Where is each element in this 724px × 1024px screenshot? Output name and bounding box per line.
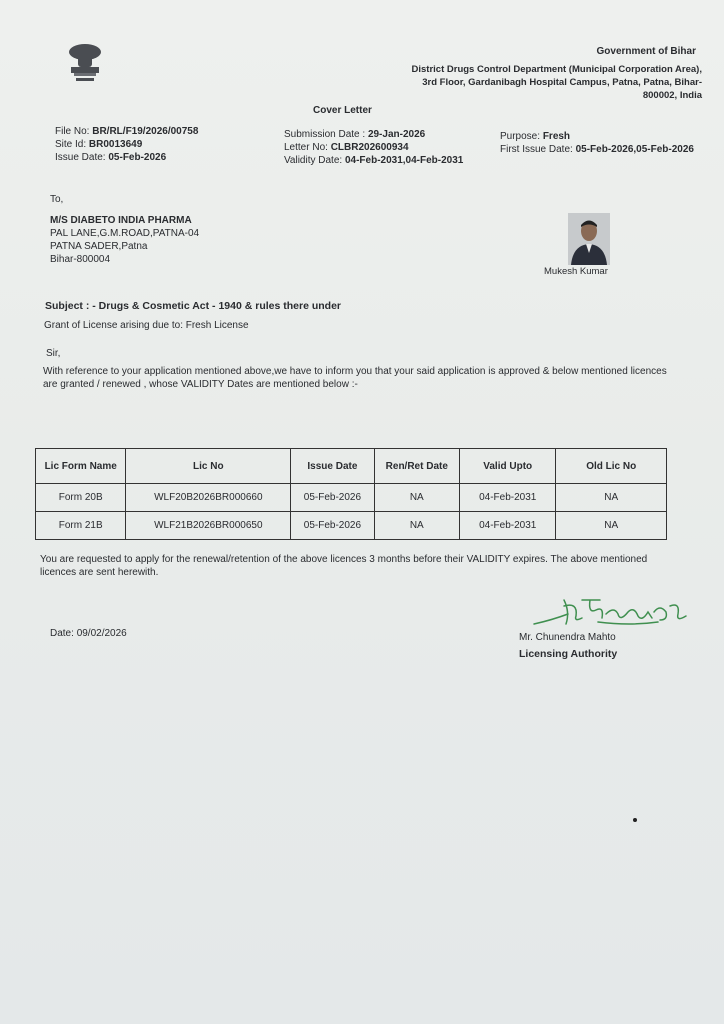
license-table — [35, 448, 667, 540]
table-cell: 05-Feb-2026 — [291, 484, 374, 512]
table-cell: Form 20B — [36, 484, 126, 512]
first-issue-label: First Issue Date: — [500, 144, 573, 155]
table-cell: WLF21B2026BR000650 — [126, 512, 291, 540]
government-name: Government of Bihar — [596, 46, 696, 57]
address-line: Bihar-800004 — [50, 254, 111, 265]
purpose-value: Fresh — [542, 131, 571, 142]
grant-line: Grant of License arising due to: Fresh License — [44, 320, 249, 331]
department-address: District Drugs Control Department (Municipal Corporation Area), 3rd Floor, Gardanibagh Hospital Campus, Patna, Patna, Bihar-800002, India — [411, 64, 702, 101]
document-title: Cover Letter — [313, 105, 372, 116]
issue-label: Issue Date: — [55, 152, 106, 163]
state-emblem-icon — [63, 40, 107, 86]
to-label: To, — [50, 194, 64, 205]
submission-date: 29-Jan-2026 — [367, 129, 426, 140]
table-cell: NA — [374, 512, 459, 540]
table-cell: NA — [556, 484, 667, 512]
table-cell: WLF20B2026BR000660 — [126, 484, 291, 512]
file-label: File No: — [55, 126, 90, 137]
table-cell: 05-Feb-2026 — [291, 512, 374, 540]
table-cell: Form 21B — [36, 512, 126, 540]
date-value: 09/02/2026 — [76, 628, 127, 639]
table-header-row — [36, 449, 667, 484]
table-row — [36, 512, 667, 540]
signatory-name: Mr. Chunendra Mahto — [519, 632, 616, 643]
column-header: Issue Date — [291, 449, 374, 484]
validity-date: 04-Feb-2031,04-Feb-2031 — [344, 155, 464, 166]
letter-label: Letter No: — [284, 142, 328, 153]
body-paragraph: With reference to your application mentioned above,we have to inform you that your said application is approved & below mentioned licences are granted / renewed , whose VALIDITY Dates are mentioned below :- — [43, 366, 667, 390]
recipient-address — [50, 214, 199, 266]
purpose-label: Purpose: — [500, 131, 541, 142]
table-row — [36, 484, 667, 512]
handwritten-signature — [530, 592, 695, 634]
table-cell: 04-Feb-2031 — [459, 512, 555, 540]
column-header: Old Lic No — [556, 449, 667, 484]
table-cell: NA — [374, 484, 459, 512]
first-issue-date: 05-Feb-2026,05-Feb-2026 — [575, 144, 694, 155]
submission-info — [284, 128, 489, 167]
purpose-info — [500, 130, 700, 156]
validity-label: Validity Date: — [284, 155, 343, 166]
address-line: PAL LANE,G.M.ROAD,PATNA-04 — [50, 228, 200, 239]
address-line: PATNA SADER,Patna — [50, 241, 148, 252]
site-label: Site Id: — [55, 139, 87, 150]
ink-dot — [633, 818, 637, 822]
file-number: BR/RL/F19/2026/00758 — [92, 126, 199, 137]
salutation: Sir, — [46, 348, 61, 359]
renewal-note: You are requested to apply for the renewal/retention of the above licences 3 months before their VALIDITY expires. The above mentioned licences are sent herewith. — [40, 554, 648, 578]
photo-name: Mukesh Kumar — [544, 266, 608, 277]
person-photo-icon — [568, 213, 610, 265]
column-header: Lic Form Name — [36, 449, 126, 484]
column-header: Valid Upto — [459, 449, 555, 484]
issue-date: 05-Feb-2026 — [108, 152, 167, 163]
site-id: BR0013649 — [88, 139, 143, 150]
submission-label: Submission Date : — [284, 129, 366, 140]
table-cell: NA — [556, 512, 667, 540]
date-label: Date: — [50, 628, 74, 639]
subject-line: Subject : - Drugs & Cosmetic Act - 1940 & rules there under — [45, 300, 342, 312]
file-info — [55, 125, 198, 164]
table-cell: 04-Feb-2031 — [459, 484, 555, 512]
column-header: Ren/Ret Date — [374, 449, 459, 484]
letter-number: CLBR202600934 — [330, 142, 409, 153]
recipient-name: M/S DIABETO INDIA PHARMA — [50, 215, 192, 226]
signatory-role: Licensing Authority — [519, 648, 618, 660]
date-line — [50, 628, 127, 639]
applicant-photo — [568, 213, 610, 265]
column-header: Lic No — [126, 449, 291, 484]
